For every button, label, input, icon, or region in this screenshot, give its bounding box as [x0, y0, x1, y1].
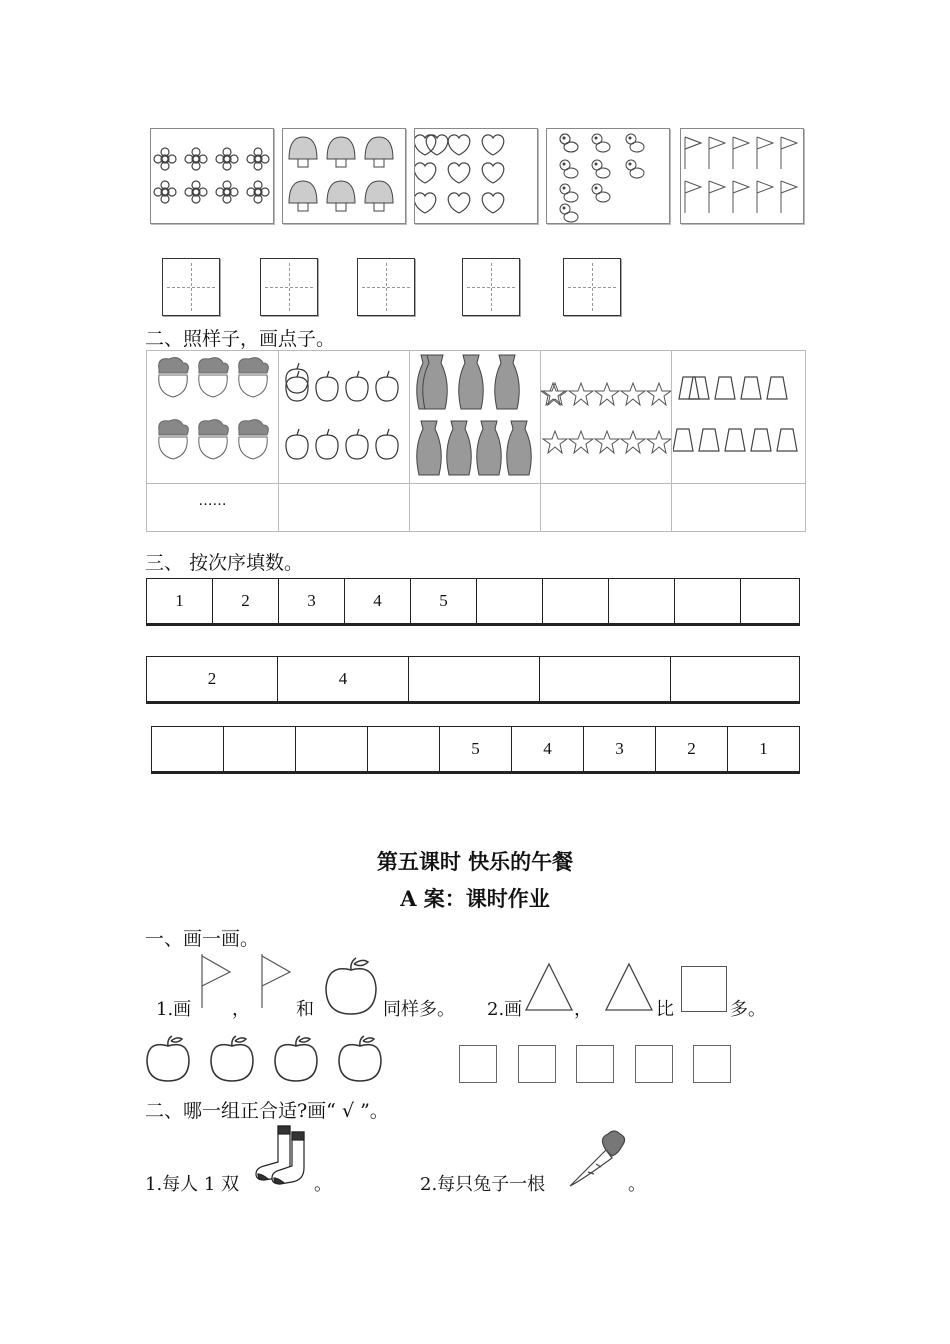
- number-cell[interactable]: 2: [147, 657, 278, 701]
- flag-icon: [198, 952, 234, 1010]
- q2-suffix: 多。: [730, 999, 766, 1020]
- number-cell[interactable]: [477, 579, 543, 623]
- number-cell[interactable]: 3: [279, 579, 345, 623]
- number-cell[interactable]: 4: [345, 579, 411, 623]
- answer-box-3[interactable]: [357, 258, 415, 316]
- triangle-icon: [604, 962, 654, 1012]
- lesson-title: 第五课时 快乐的午餐: [376, 849, 574, 874]
- hearts-picture: [415, 129, 537, 223]
- number-row-2: [146, 656, 800, 702]
- picture-box-mushrooms: [282, 128, 406, 224]
- q1-and: 和: [296, 999, 314, 1020]
- answer-box-1[interactable]: [162, 258, 220, 316]
- partB-heading: 二、哪一组正合适?画“ √ ”。: [145, 1100, 389, 1122]
- radishes-picture: [151, 353, 277, 481]
- q1-suffix: 同样多。: [383, 999, 455, 1020]
- stars-picture: [541, 353, 671, 481]
- number-cell[interactable]: [543, 579, 609, 623]
- picture-box-flags: [680, 128, 804, 224]
- number-cell[interactable]: [296, 727, 368, 771]
- number-cell[interactable]: 5: [440, 727, 512, 771]
- square-icon: [693, 1045, 731, 1083]
- q2-prefix: 2.画: [487, 999, 523, 1020]
- carrot-icon: [568, 1128, 628, 1190]
- picture-box-chicks: [546, 128, 670, 224]
- q1-prefix: 1.画: [156, 999, 192, 1020]
- picture-box-hearts: [414, 128, 538, 224]
- number-cell[interactable]: [409, 657, 540, 701]
- partA-heading: 一、画一画。: [145, 928, 260, 950]
- number-cell[interactable]: [675, 579, 741, 623]
- number-cell[interactable]: 4: [278, 657, 409, 701]
- number-cell[interactable]: 4: [512, 727, 584, 771]
- q2-comma: ，: [574, 999, 592, 1020]
- apple-icon: [208, 1034, 256, 1084]
- square-icon: [459, 1045, 497, 1083]
- square-icon: [635, 1045, 673, 1083]
- socks-icon: [254, 1124, 314, 1188]
- number-cell[interactable]: [741, 579, 799, 623]
- number-cell[interactable]: 3: [584, 727, 656, 771]
- q2-than: 比: [656, 999, 674, 1020]
- q1-text: 1.每人 1 双: [145, 1174, 240, 1195]
- apple-icon: [336, 1034, 384, 1084]
- picture-box-flowers: [150, 128, 274, 224]
- lesson-subtitle: A 案：课时作业: [400, 886, 550, 911]
- flag-icon: [258, 952, 294, 1010]
- number-cell[interactable]: [224, 727, 296, 771]
- flags-picture: [681, 129, 803, 223]
- trapezoids-picture: [673, 353, 803, 481]
- number-cell[interactable]: 2: [656, 727, 728, 771]
- apple-icon: [144, 1034, 192, 1084]
- flowers-picture: [151, 129, 273, 223]
- apple-icon: [322, 956, 380, 1018]
- number-cell[interactable]: 1: [759, 739, 768, 758]
- apple-icon: [272, 1034, 320, 1084]
- apples-picture: [281, 353, 407, 481]
- number-cell[interactable]: [368, 727, 440, 771]
- q2-end: 。: [628, 1174, 646, 1195]
- section3-heading: 三、 按次序填数。: [145, 552, 304, 574]
- number-cell[interactable]: [540, 657, 671, 701]
- answer-box-5[interactable]: [563, 258, 621, 316]
- dot-drawing-grid: [146, 350, 806, 532]
- sample-dots: ……: [198, 493, 227, 509]
- q1-comma: ，: [232, 999, 250, 1020]
- number-cell[interactable]: 1: [147, 579, 213, 623]
- square-icon: [518, 1045, 556, 1083]
- answer-box-2[interactable]: [260, 258, 318, 316]
- q2-text: 2.每只兔子一根: [420, 1174, 546, 1195]
- square-icon: [681, 966, 727, 1012]
- number-cell[interactable]: 2: [213, 579, 279, 623]
- mushrooms-picture: [283, 129, 405, 223]
- q1-end: 。: [314, 1174, 332, 1195]
- number-row-1: [146, 578, 800, 624]
- vases-picture: [411, 353, 537, 481]
- triangle-icon: [524, 962, 574, 1012]
- number-cell[interactable]: [609, 579, 675, 623]
- chicks-picture: [547, 129, 669, 223]
- answer-box-4[interactable]: [462, 258, 520, 316]
- number-row-3: [151, 726, 800, 772]
- section2-heading: 二、照样子，画点子。: [145, 328, 336, 350]
- number-cell[interactable]: [152, 727, 224, 771]
- number-cell[interactable]: [671, 657, 799, 701]
- number-cell[interactable]: 5: [411, 579, 477, 623]
- square-icon: [576, 1045, 614, 1083]
